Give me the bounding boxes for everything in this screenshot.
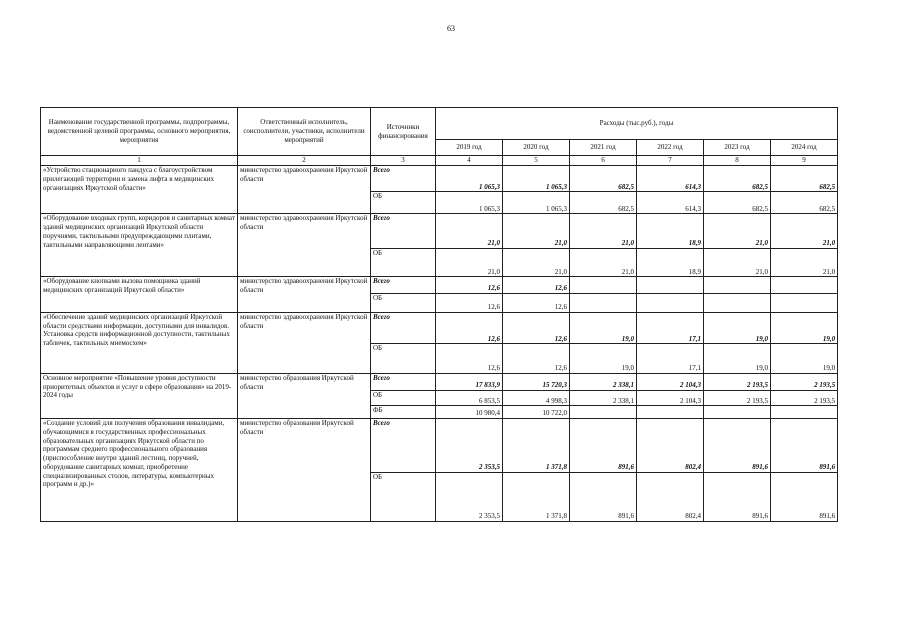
expense-value: 891,6: [704, 419, 771, 473]
expense-value: 21,0: [436, 214, 503, 249]
header-expenses: Расходы (тыс.руб.), годы: [436, 108, 838, 140]
column-number: 2: [238, 156, 371, 166]
expense-value: 2 353,5: [436, 472, 503, 521]
expense-value: [704, 294, 771, 313]
column-number: 6: [570, 156, 637, 166]
activity-name: «Оборудование кнопками вызова помощника зданий медицинских организаций Иркутской области»: [41, 277, 238, 313]
expense-value: 682,5: [570, 192, 637, 214]
column-number: 8: [704, 156, 771, 166]
expense-value: [637, 294, 704, 313]
column-number: 1: [41, 156, 238, 166]
funding-source: ОБ: [371, 248, 436, 276]
activity-name: «Обеспечение зданий медицинских организаций Иркутской области средствами информации, доступными для инвалидов. Установка средств информационной доступности, тактильных табличек, тактильных мнемосхем»: [41, 312, 238, 373]
expense-value: 1 371,8: [503, 472, 570, 521]
funding-source: ОБ: [371, 294, 436, 313]
activity-name: «Устройство стационарного пандуса с благоустройством прилегающей территории и замена лифта в медицинских организациях Иркутской области»: [41, 166, 238, 214]
expense-value: [570, 294, 637, 313]
responsible-executor: министерство здравоохранения Иркутской области: [238, 214, 371, 277]
expense-value: 1 065,3: [503, 192, 570, 214]
expense-value: [704, 406, 771, 419]
expense-value: 682,5: [771, 192, 838, 214]
expense-value: 2 193,5: [704, 390, 771, 406]
expense-value: 17,1: [637, 312, 704, 344]
expense-value: 1 065,3: [436, 166, 503, 192]
responsible-executor: министерство здравоохранения Иркутской области: [238, 277, 371, 313]
expense-value: 614,3: [637, 166, 704, 192]
expense-value: 891,6: [570, 419, 637, 473]
expense-value: 682,5: [771, 166, 838, 192]
expense-value: 19,0: [570, 312, 637, 344]
funding-source: Всего: [371, 277, 436, 294]
table-row: [41, 214, 838, 249]
column-number: 3: [371, 156, 436, 166]
expense-value: 2 338,1: [570, 373, 637, 390]
funding-source: ОБ: [371, 472, 436, 521]
expense-value: 1 371,8: [503, 419, 570, 473]
funding-source: Всего: [371, 419, 436, 473]
expense-value: 1 065,3: [503, 166, 570, 192]
column-number: 7: [637, 156, 704, 166]
table-body: [41, 166, 838, 522]
table-row: [41, 312, 838, 344]
expense-value: 891,6: [570, 472, 637, 521]
header-year: 2020 год: [503, 140, 570, 156]
expense-value: 19,0: [771, 312, 838, 344]
header-year: 2021 год: [570, 140, 637, 156]
expense-value: 21,0: [771, 214, 838, 249]
expense-value: [570, 406, 637, 419]
funding-source: ОБ: [371, 344, 436, 373]
expense-value: 10 980,4: [436, 406, 503, 419]
header-year: 2023 год: [704, 140, 771, 156]
expense-value: 12,6: [503, 294, 570, 313]
expense-value: 12,6: [436, 344, 503, 373]
expense-value: 17 833,9: [436, 373, 503, 390]
expense-value: 2 193,5: [771, 373, 838, 390]
header-name: Наименование государственной программы, подпрограммы, ведомственной целевой программы, основного мероприятия, мероприятия: [41, 108, 238, 156]
expense-value: 18,9: [637, 248, 704, 276]
responsible-executor: министерство здравоохранения Иркутской области: [238, 312, 371, 373]
expense-value: [637, 406, 704, 419]
expense-value: 21,0: [771, 248, 838, 276]
expense-value: 1 065,3: [436, 192, 503, 214]
column-number: 5: [503, 156, 570, 166]
expense-value: 12,6: [503, 344, 570, 373]
expense-value: 19,0: [704, 344, 771, 373]
header-year: 2019 год: [436, 140, 503, 156]
expense-value: 18,9: [637, 214, 704, 249]
expense-value: 21,0: [503, 248, 570, 276]
expense-value: 12,6: [436, 294, 503, 313]
funding-source: Всего: [371, 214, 436, 249]
funding-source: ФБ: [371, 406, 436, 419]
expense-value: 614,3: [637, 192, 704, 214]
expense-value: 12,6: [503, 277, 570, 294]
expense-value: [570, 277, 637, 294]
funding-source: ОБ: [371, 192, 436, 214]
expense-value: 682,5: [570, 166, 637, 192]
activity-name: «Оборудование входных групп, коридоров и санитарных комнат зданий медицинских организаций Иркутской области поручнями, тактильными предупреждающими плитами, тактильными направляющими лентами»: [41, 214, 238, 277]
header-year: 2024 год: [771, 140, 838, 156]
expense-value: 2 104,3: [637, 390, 704, 406]
expense-value: 2 193,5: [771, 390, 838, 406]
table-row: [41, 419, 838, 473]
header-source: Источники финансирования: [371, 108, 436, 156]
table-row: [41, 373, 838, 390]
expense-value: 2 104,3: [637, 373, 704, 390]
responsible-executor: министерство образования Иркутской области: [238, 419, 371, 522]
expense-value: 21,0: [436, 248, 503, 276]
expense-value: 2 338,1: [570, 390, 637, 406]
expense-value: 682,5: [704, 192, 771, 214]
page-number: 63: [447, 24, 455, 33]
expense-value: 15 720,3: [503, 373, 570, 390]
expense-value: 891,6: [771, 419, 838, 473]
expense-value: 802,4: [637, 472, 704, 521]
expense-value: 891,6: [704, 472, 771, 521]
expense-value: 4 998,3: [503, 390, 570, 406]
funding-source: ОБ: [371, 390, 436, 406]
expense-value: 2 193,5: [704, 373, 771, 390]
expense-value: [704, 277, 771, 294]
expense-value: [771, 294, 838, 313]
expense-value: 12,6: [436, 277, 503, 294]
expense-value: [771, 406, 838, 419]
expense-value: 10 722,0: [503, 406, 570, 419]
funding-source: Всего: [371, 373, 436, 390]
table-row: [41, 166, 838, 192]
activity-name: «Создание условий для получения образования инвалидами, обучающимися в государственных профессиональных образовательных организациях Иркутской области по программам среднего профессионального образования (приспособление внутри зданий лестниц, поручней, оборудование санитарных комнат, приобретение специализированных столов, литературы, компьютерных программ и др.)»: [41, 419, 238, 522]
expense-value: 21,0: [704, 214, 771, 249]
funding-source: Всего: [371, 312, 436, 344]
expense-value: 12,6: [436, 312, 503, 344]
expense-value: [637, 277, 704, 294]
expense-value: [771, 277, 838, 294]
header-executor: Ответственный исполнитель, соисполнители, участники, исполнители мероприятий: [238, 108, 371, 156]
expense-value: 891,6: [771, 472, 838, 521]
expense-value: 6 853,5: [436, 390, 503, 406]
expense-value: 21,0: [570, 248, 637, 276]
expense-value: 17,1: [637, 344, 704, 373]
responsible-executor: министерство здравоохранения Иркутской области: [238, 166, 371, 214]
expense-value: 19,0: [704, 312, 771, 344]
activity-name: Основное мероприятие «Повышение уровня доступности приоритетных объектов и услуг в сфере образования» на 2019-2024 годы: [41, 373, 238, 418]
expense-value: 21,0: [704, 248, 771, 276]
expense-value: 21,0: [570, 214, 637, 249]
expenses-table: [40, 107, 838, 522]
responsible-executor: министерство образования Иркутской области: [238, 373, 371, 418]
expense-value: 682,5: [704, 166, 771, 192]
expense-value: 802,4: [637, 419, 704, 473]
table-row: [41, 277, 838, 294]
column-number: 9: [771, 156, 838, 166]
expense-value: 19,0: [771, 344, 838, 373]
funding-source: Всего: [371, 166, 436, 192]
expense-value: 12,6: [503, 312, 570, 344]
header-year: 2022 год: [637, 140, 704, 156]
expense-value: 2 353,5: [436, 419, 503, 473]
expense-value: 19,0: [570, 344, 637, 373]
column-number: 4: [436, 156, 503, 166]
expense-value: 21,0: [503, 214, 570, 249]
